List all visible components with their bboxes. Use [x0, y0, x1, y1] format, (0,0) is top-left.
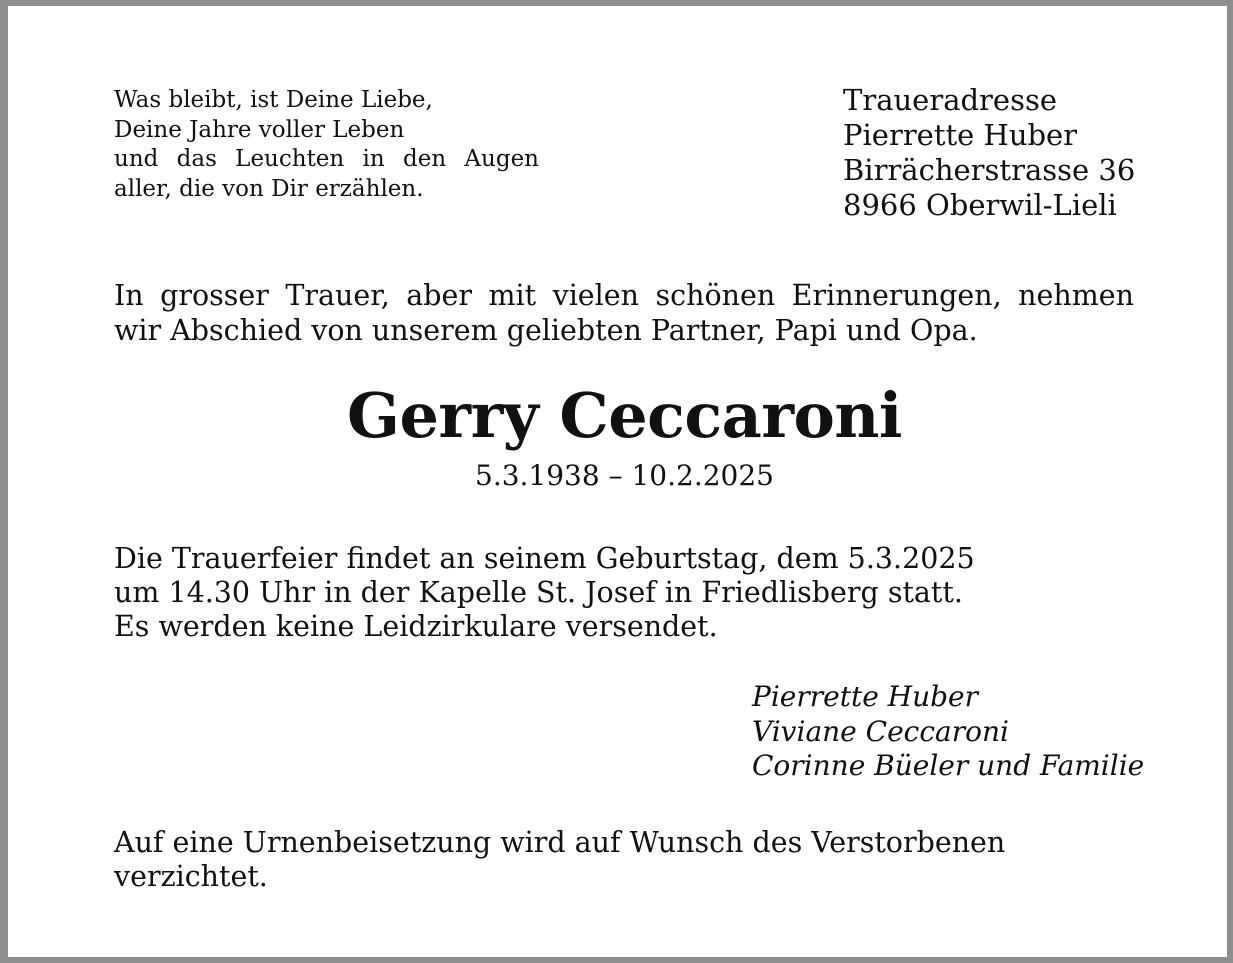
ceremony-details [114, 542, 975, 644]
family-signature [752, 680, 1144, 784]
family-member: Corinne Büeler und Familie [752, 749, 1145, 782]
intro-paragraph [114, 278, 1134, 348]
life-dates: 5.3.1938 – 10.2.2025 [475, 459, 774, 492]
poem-line: und das Leuchten in den Augen [114, 146, 539, 172]
poem-line: Was bleibt, ist Deine Liebe, [114, 87, 433, 113]
mourning-address [843, 83, 1135, 223]
poem-line: Deine Jahre voller Leben [114, 116, 405, 143]
ceremony-line: Es werden keine Leidzirkulare versendet. [114, 610, 718, 643]
ceremony-line: Die Trauerfeier findet an seinem Geburtstag, dem 5.3.2025 [114, 542, 975, 575]
deceased-name: Gerry Ceccaroni [347, 379, 902, 452]
poem-verse [114, 86, 554, 204]
urn-line: Auf eine Urnenbeisetzung wird auf Wunsch des Verstorbenen [114, 826, 1006, 859]
urn-notice [114, 826, 1005, 894]
family-member: Viviane Ceccaroni [752, 714, 1009, 748]
ceremony-line: um 14.30 Uhr in der Kapelle St. Josef in Friedlisberg statt. [114, 576, 963, 609]
intro-line: In grosser Trauer, aber mit vielen schönen Erinnerungen, nehmen [114, 279, 1134, 312]
address-city: 8966 Oberwil-Lieli [843, 188, 1117, 222]
address-street: Birrächerstrasse 36 [843, 153, 1136, 187]
address-heading: Traueradresse [843, 83, 1058, 117]
address-name: Pierrette Huber [843, 118, 1078, 152]
poem-line: aller, die von Dir erzählen. [114, 175, 424, 202]
urn-line: verzichtet. [114, 860, 268, 893]
family-member: Pierrette Huber [752, 680, 979, 713]
intro-line: wir Abschied von unserem geliebten Partner, Papi und Opa. [114, 314, 978, 347]
